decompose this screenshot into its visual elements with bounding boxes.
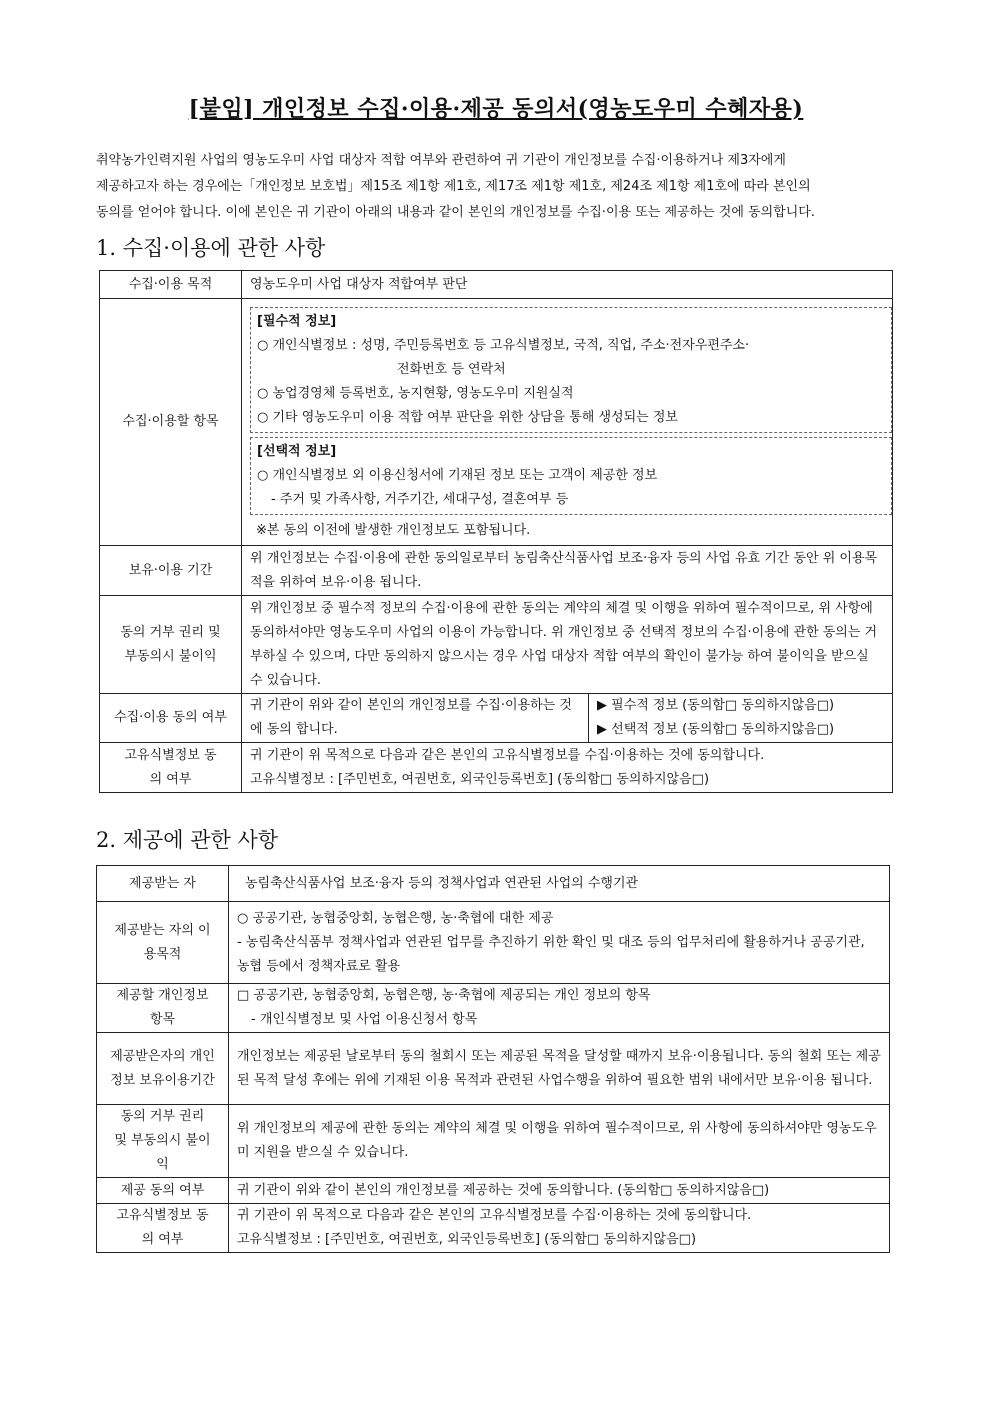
purpose-label: 수집·이용 목적 (100, 271, 242, 299)
consent-text: 귀 기관이 위와 같이 본인의 개인정보를 수집·이용하는 것에 동의 합니다. (242, 694, 589, 742)
purpose-value: 영농도우미 사업 대상자 적합여부 판단 (242, 271, 893, 299)
unique-id-cell (242, 743, 893, 793)
unique-id-checkbox[interactable]: 고유식별정보 : [주민번호, 여권번호, 외국인등록번호] (동의함□ 동의하지않음□) (250, 771, 710, 787)
recipient-purpose-item: ○ 공공기관, 농협중앙회, 농협은행, 농·축협에 대한 제공 (237, 910, 554, 926)
provision-refusal-label: 동의 거부 권리 및 부동의시 불이익 (97, 1105, 229, 1178)
recipient-label: 제공받는 자 (97, 866, 229, 902)
provided-items-item: □ 공공기관, 농협중앙회, 농협은행, 농·축협에 제공되는 개인 정보의 항목 (237, 988, 651, 1003)
optional-info-header: [선택적 정보] (257, 444, 337, 459)
provision-consent-label: 제공 동의 여부 (97, 1178, 229, 1204)
items-note: ※본 동의 이전에 발생한 개인정보도 포함됩니다. (256, 523, 531, 538)
provision-unique-id-label: 고유식별정보 동의 여부 (97, 1204, 229, 1253)
required-item: ○ 기타 영농도우미 이용 적합 여부 판단을 위한 상담을 통해 생성되는 정보 (257, 410, 678, 425)
intro-line: 동의를 얻어야 합니다. 이에 본인은 귀 기관이 아래의 내용과 같이 본인의 개인정보를 수집·이용 또는 제공하는 것에 동의합니다. (96, 205, 815, 220)
optional-item: ○ 개인식별정보 외 이용신청서에 기재된 정보 또는 고객이 제공한 정보 (257, 468, 658, 483)
required-info-box (250, 307, 892, 433)
consent-label: 수집·이용 동의 여부 (100, 694, 242, 743)
provision-unique-id-checkbox[interactable]: 고유식별정보 : [주민번호, 여권번호, 외국인등록번호] (동의함□ 동의하지않음□) (237, 1232, 697, 1247)
section2-heading: 2. 제공에 관한 사항 (96, 828, 279, 852)
optional-item-detail: - 주거 및 가족사항, 거주기간, 세대구성, 결혼여부 등 (271, 492, 569, 507)
unique-id-text: 귀 기관이 위 목적으로 다음과 같은 본인의 고유식별정보를 수집·이용하는 것에 동의합니다. (250, 747, 765, 763)
recipient-purpose-cell (229, 902, 890, 984)
unique-id-label: 고유식별정보 동의 여부 (100, 743, 242, 793)
provision-consent-checkbox[interactable]: 귀 기관이 위와 같이 본인의 개인정보를 제공하는 것에 동의합니다. (동의함□ 동의하지않음□) (229, 1178, 890, 1204)
provided-items-detail: - 개인식별정보 및 사업 이용신청서 항목 (251, 1012, 478, 1027)
refusal-value: 위 개인정보 중 필수적 정보의 수집·이용에 관한 동의는 계약의 체결 및 이행을 위하여 필수적이므로, 위 사항에 동의하셔야만 영농도우미 사업의 이용이 가능합니다. 위 개인정보 중 선택적 정보의 수집·이용에 관한 동의는 거부하실 수 있으며, 다만 동의하지 않으시는 경우 사업 대상자 적합 여부의 확인이 불가능 하여 불이익을 받으실 수 있습니다. (242, 596, 893, 694)
required-item: ○ 개인식별정보 : 성명, 주민등록번호 등 고유식별정보, 국적, 직업, 주소·전자우편주소· (257, 338, 750, 353)
required-item: ○ 농업경영체 등록번호, 농지현황, 영농도우미 지원실적 (257, 386, 574, 401)
items-cell (242, 299, 893, 546)
provision-table (96, 865, 890, 1253)
page-title: [붙임] 개인정보 수집·이용·제공 동의서(영농도우미 수혜자용) (188, 96, 804, 122)
recipient-purpose-detail: - 농림축산식품부 정책사업과 연관된 업무를 추진하기 위한 확인 및 대조 등의 업무처리에 활용하거나 공공기관, 농협 등에서 정책자료로 활용 (237, 934, 865, 974)
intro-line: 취약농가인력지원 사업의 영농도우미 사업 대상자 적합 여부와 관련하여 귀 기관이 개인정보를 수집·이용하거나 제3자에게 (96, 153, 786, 168)
provision-refusal-value: 위 개인정보의 제공에 관한 동의는 계약의 체결 및 이행을 위하여 필수적이므로, 위 사항에 동의하셔야만 영농도우미 지원을 받으실 수 있습니다. (229, 1105, 890, 1178)
retention-label: 보유·이용 기간 (100, 546, 242, 596)
intro-paragraph (96, 148, 896, 226)
required-info-header: [필수적 정보] (257, 314, 337, 329)
recipient-value: 농림축산식품사업 보조·융자 등의 정책사업과 연관된 사업의 수행기관 (229, 866, 890, 902)
consent-optional-checkbox[interactable]: ▶ 선택적 정보 (동의함□ 동의하지않음□) (597, 722, 835, 737)
intro-line: 제공하고자 하는 경우에는「개인정보 보호법」제15조 제1항 제1호, 제17조 제1항 제1호, 제24조 제1항 제1호에 따라 본인의 (96, 179, 811, 194)
items-label: 수집·이용할 항목 (100, 299, 242, 546)
provided-items-label: 제공할 개인정보 항목 (97, 984, 229, 1033)
recipient-purpose-label: 제공받는 자의 이용목적 (97, 902, 229, 984)
collection-table (99, 270, 893, 793)
provision-unique-id-text: 귀 기관이 위 목적으로 다음과 같은 본인의 고유식별정보를 수집·이용하는 것에 동의합니다. (237, 1208, 752, 1223)
provision-unique-id-cell (229, 1204, 890, 1253)
consent-options (589, 694, 892, 742)
recipient-retention-value: 개인정보는 제공된 날로부터 동의 철회시 또는 제공된 목적을 달성할 때까지 보유·이용됩니다. 동의 철회 또는 제공된 목적 달성 후에는 위에 기재된 이용 목적과 관련된 사업수행을 위하여 필요한 범위 내에서만 보유·이용 됩니다. (229, 1033, 890, 1105)
consent-required-checkbox[interactable]: ▶ 필수적 정보 (동의함□ 동의하지않음□) (597, 698, 835, 713)
retention-value: 위 개인정보는 수집·이용에 관한 동의일로부터 농림축산식품사업 보조·융자 등의 사업 유효 기간 동안 위 이용목적을 위하여 보유·이용 됩니다. (242, 546, 893, 596)
section1-heading: 1. 수집·이용에 관한 사항 (96, 236, 326, 260)
consent-cell (242, 694, 893, 743)
required-item-cont: 전화번호 등 연락처 (397, 362, 506, 377)
refusal-label: 동의 거부 권리 및 부동의시 불이익 (100, 596, 242, 694)
recipient-retention-label: 제공받은자의 개인정보 보유이용기간 (97, 1033, 229, 1105)
provided-items-cell (229, 984, 890, 1033)
optional-info-box (250, 437, 892, 515)
